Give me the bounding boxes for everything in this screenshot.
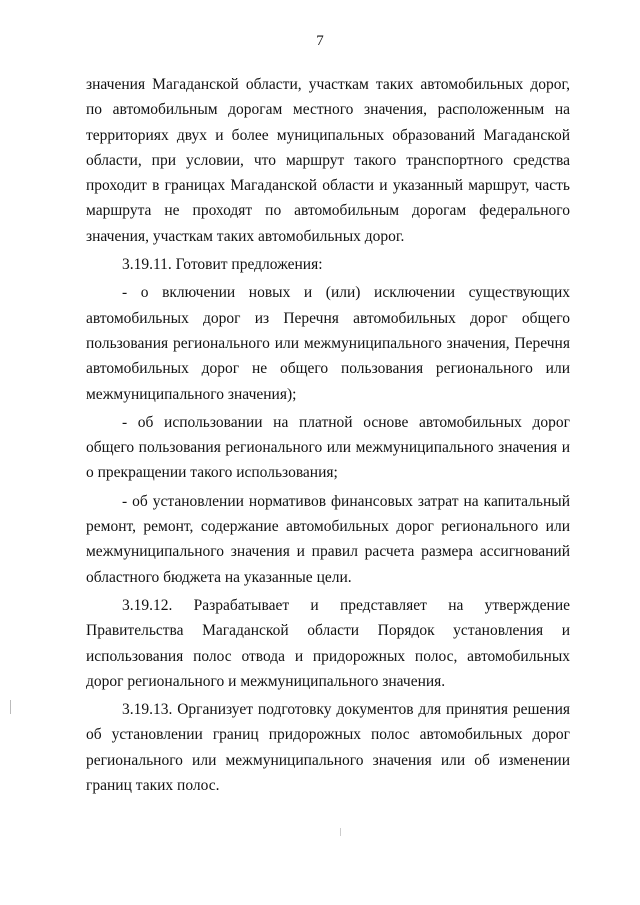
paragraph-list-item-inclusion: - о включении новых и (или) исключении существующих автомобильных дорог из Перечня автомобильных дорог общего пользования регионального или межмуниципального значения, Перечня автомобильных дорог не общего пользования регионального или межмуниципального значения);	[86, 284, 570, 403]
page-number: 7	[316, 33, 324, 49]
paragraph-3-19-11: 3.19.11. Готовит предложения:	[122, 256, 323, 274]
paragraph-3-19-12: 3.19.12. Разрабатывает и представляет на утверждение Правительства Магаданской области Порядок установления и использования полос отвода и придорожных полос, автомобильных дорог регионального и межмуниципального значения.	[86, 596, 570, 690]
paragraph-continuation: значения Магаданской области, участкам таких автомобильных дорог, по автомобильным дорогам местного значения, расположенным на территориях двух и более муниципальных образований Магаданской области, при условии, что маршрут такого транспортного средства проходит в границах Магаданской области и указанный маршрут, часть маршрута не проходят по автомобильным дорогам федерального значения, участкам таких автомобильных дорог.	[86, 76, 570, 245]
paragraph-3-19-13: 3.19.13. Организует подготовку документов для принятия решения об установлении границ придорожных полос автомобильных дорог регионального или межмуниципального значения или об изменении границ таких полос.	[86, 701, 570, 795]
document-body	[86, 72, 570, 801]
scan-artifact-mark	[340, 828, 341, 836]
paragraph-list-item-norms: - об установлении нормативов финансовых затрат на капитальный ремонт, ремонт, содержание автомобильных дорог регионального или межмуниципального значения и правил расчета размера ассигнований областного бюджета на указанные цели.	[86, 492, 570, 586]
paragraph-list-item-paid-use: - об использовании на платной основе автомобильных дорог общего пользования регионального или межмуниципального значения и о прекращении такого использования;	[86, 413, 570, 482]
scan-artifact-mark	[10, 700, 11, 714]
